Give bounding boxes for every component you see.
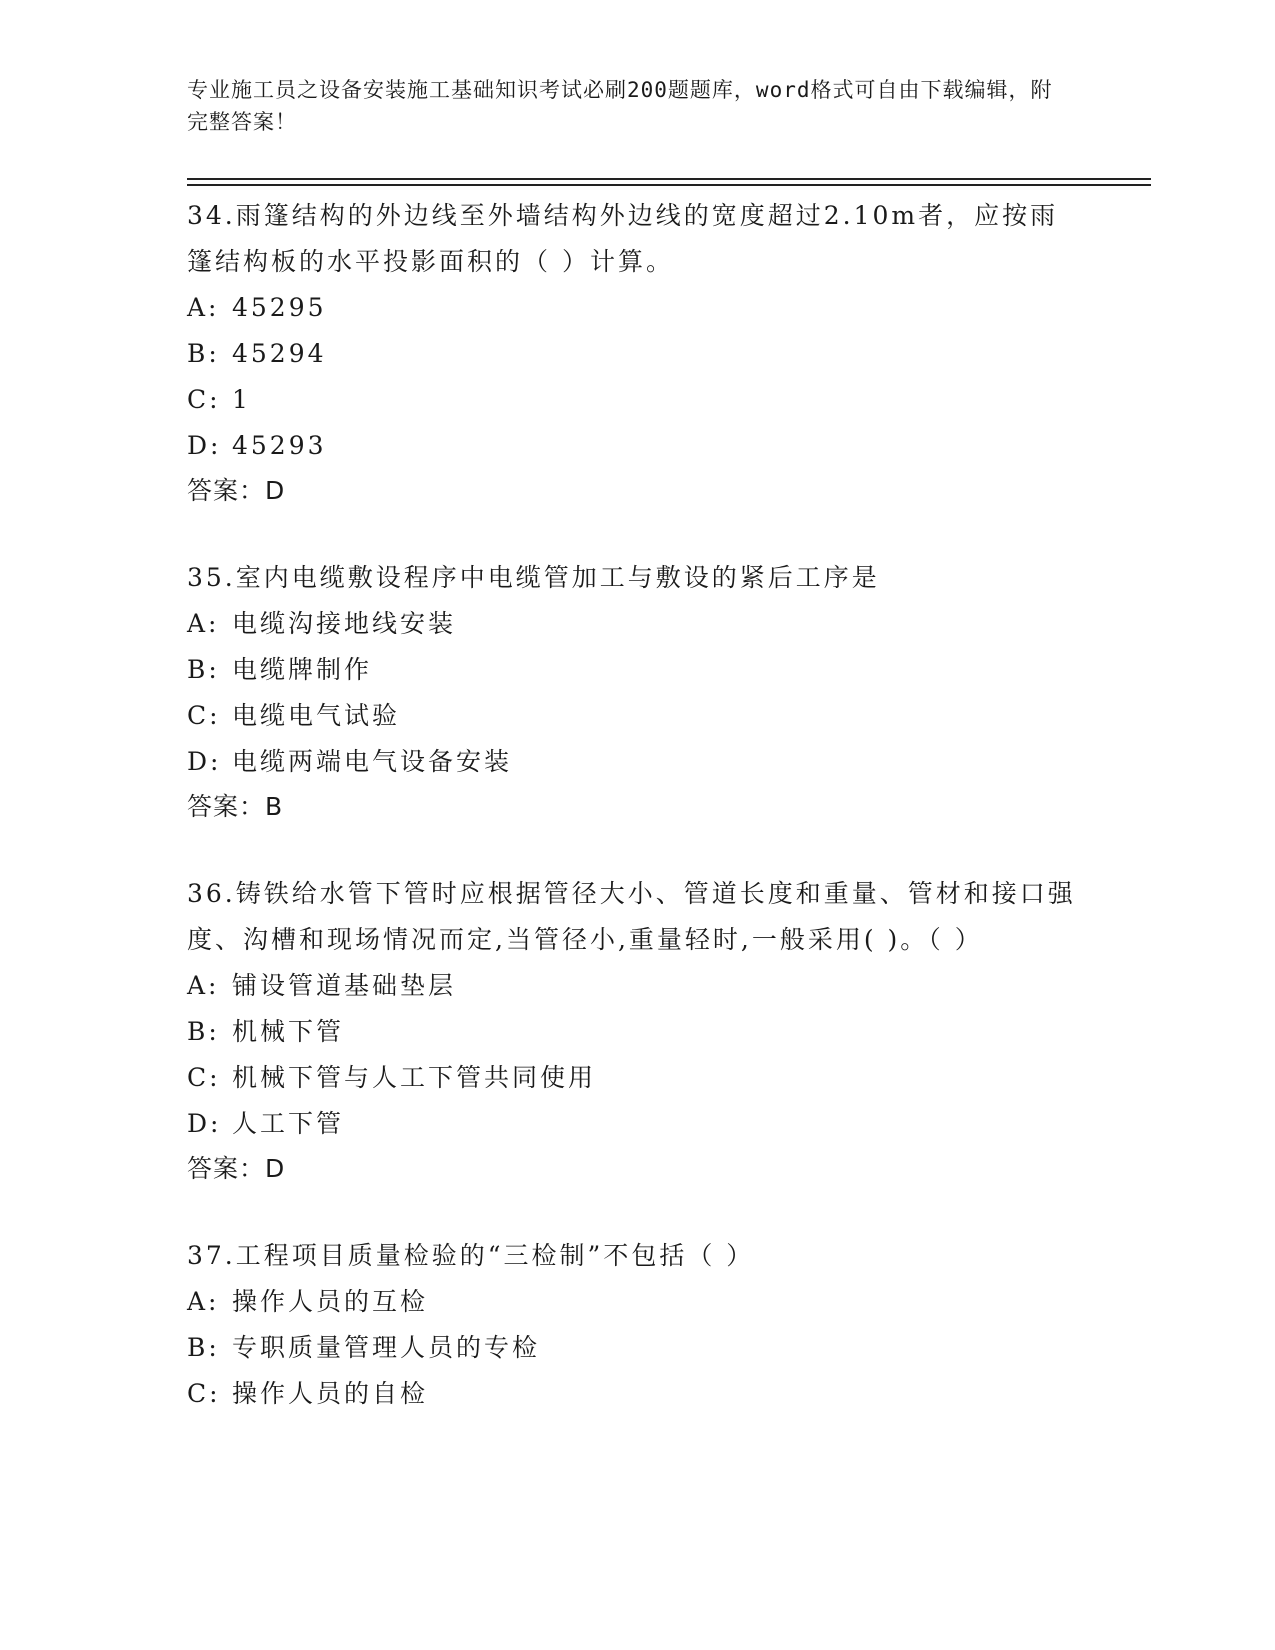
option-c	[187, 1371, 1077, 1417]
option-b	[187, 1009, 1077, 1055]
option-letter: B:	[187, 1017, 220, 1046]
option-letter: D:	[187, 431, 222, 460]
option-text: 电缆两端电气设备安装	[232, 747, 513, 776]
option-letter: A:	[187, 609, 220, 638]
option-letter: D:	[187, 1109, 222, 1138]
question-37	[187, 1233, 1077, 1417]
option-d	[187, 739, 1077, 785]
option-letter: C:	[187, 1063, 221, 1092]
answer-line: 答案：D	[187, 476, 286, 505]
question-35	[187, 555, 1077, 829]
option-c	[187, 1055, 1077, 1101]
header-divider-top	[187, 178, 1151, 180]
answer-line: 答案：D	[187, 1154, 286, 1183]
option-text: 操作人员的自检	[232, 1379, 429, 1408]
option-d	[187, 1101, 1077, 1147]
option-a	[187, 963, 1077, 1009]
option-c	[187, 377, 1077, 423]
option-text: 机械下管	[232, 1017, 345, 1046]
question-list	[187, 190, 1077, 1459]
header-divider-bottom	[187, 184, 1151, 186]
option-b	[187, 1325, 1077, 1371]
option-c	[187, 693, 1077, 739]
option-letter: B:	[187, 339, 220, 368]
question-36	[187, 871, 1077, 1191]
option-b	[187, 647, 1077, 693]
option-text: 电缆电气试验	[232, 701, 401, 730]
option-d	[187, 423, 1077, 469]
question-34	[187, 193, 1077, 513]
option-letter: B:	[187, 655, 220, 684]
question-stem: 34.雨篷结构的外边线至外墙结构外边线的宽度超过2.10m者，应按雨篷结构板的水平投影面积的（ ）计算。	[187, 201, 1059, 276]
option-text: 45293	[232, 431, 327, 460]
option-text: 铺设管道基础垫层	[232, 971, 457, 1000]
option-text: 电缆牌制作	[232, 655, 373, 684]
option-letter: A:	[187, 1287, 220, 1316]
question-stem: 37.工程项目质量检验的“三检制”不包括（ ）	[187, 1241, 755, 1270]
document-header: 专业施工员之设备安装施工基础知识考试必刷200题题库，word格式可自由下载编辑，附完整答案！	[187, 78, 1053, 134]
option-text: 人工下管	[232, 1109, 345, 1138]
option-a	[187, 601, 1077, 647]
option-text: 45294	[232, 339, 327, 368]
option-text: 机械下管与人工下管共同使用	[232, 1063, 597, 1092]
option-text: 操作人员的互检	[232, 1287, 429, 1316]
answer-line: 答案：B	[187, 792, 284, 821]
option-letter: C:	[187, 701, 221, 730]
option-text: 电缆沟接地线安装	[232, 609, 457, 638]
option-letter: B:	[187, 1333, 220, 1362]
option-letter: D:	[187, 747, 222, 776]
option-text: 45295	[232, 293, 327, 322]
option-a	[187, 285, 1077, 331]
question-stem: 35.室内电缆敷设程序中电缆管加工与敷设的紧后工序是	[187, 563, 880, 592]
option-text: 专职质量管理人员的专检	[232, 1333, 541, 1362]
option-b	[187, 331, 1077, 377]
option-letter: C:	[187, 1379, 221, 1408]
option-a	[187, 1279, 1077, 1325]
option-text: 1	[232, 385, 251, 414]
option-letter: A:	[187, 971, 220, 1000]
question-stem: 36.铸铁给水管下管时应根据管径大小、管道长度和重量、管材和接口强度、沟槽和现场情况而定,当管径小,重量轻时,一般采用( )。（ ）	[187, 879, 1076, 954]
option-letter: C:	[187, 385, 221, 414]
option-letter: A:	[187, 293, 220, 322]
